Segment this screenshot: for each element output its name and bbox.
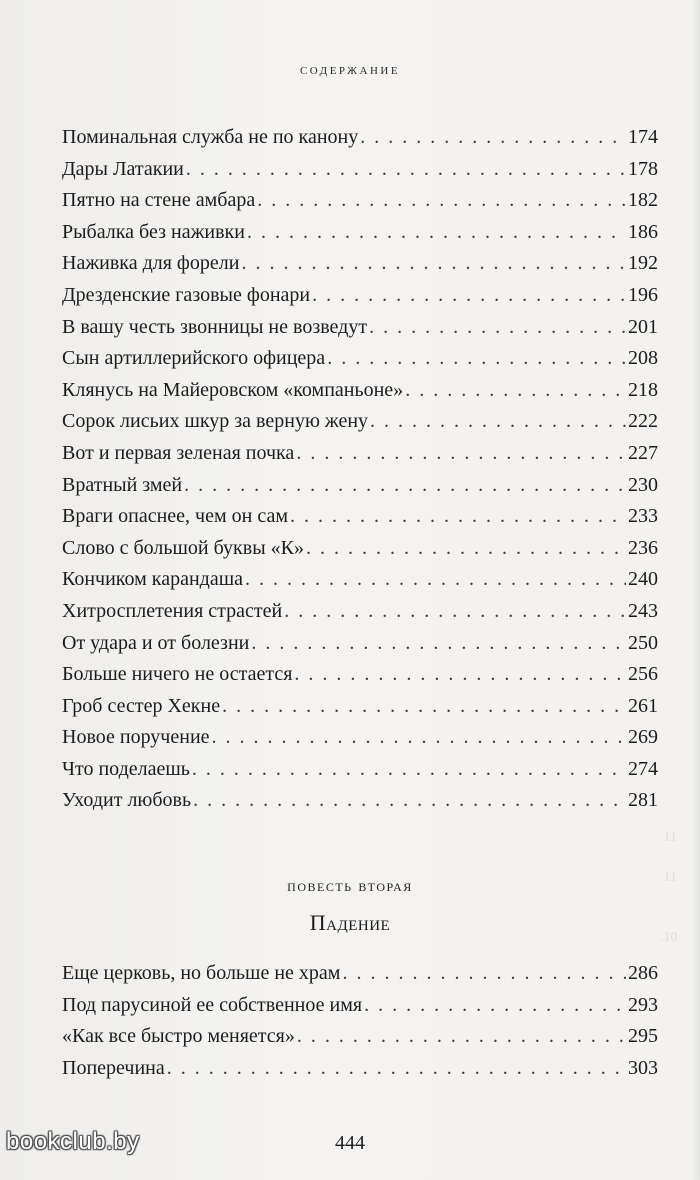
toc-entry	[62, 990, 658, 1022]
toc-entry	[62, 1053, 658, 1085]
bleed-through-text: .11	[660, 830, 677, 845]
dot-leader	[245, 564, 626, 596]
toc-entry	[62, 280, 658, 312]
toc-entry-title: Еще церковь, но больше не храм	[62, 962, 341, 984]
toc-entry	[62, 375, 658, 407]
toc-entry	[62, 785, 658, 817]
page-number: 444	[335, 1132, 365, 1154]
dot-leader	[212, 722, 626, 754]
toc-entry-page: 192	[628, 252, 658, 275]
toc-entry-page: 186	[628, 220, 658, 243]
toc-entry-page: 196	[628, 283, 658, 306]
toc-entry	[62, 958, 658, 990]
toc-entry	[62, 248, 658, 280]
toc-entry-page: 295	[628, 1025, 658, 1048]
toc-entry-page: 281	[628, 789, 658, 812]
dot-leader	[294, 659, 626, 691]
dot-leader	[360, 122, 626, 154]
dot-leader	[369, 312, 626, 344]
toc-entry-title: Дары Латакии	[62, 157, 184, 180]
dot-leader	[222, 691, 626, 723]
toc-entry	[62, 185, 658, 217]
page-edge-shadow	[692, 0, 700, 1180]
toc-entry-page: 261	[628, 694, 658, 717]
toc-entry	[62, 438, 658, 470]
toc-entry-title: Поперечина	[62, 1056, 165, 1079]
toc-entry-title: Новое поручение	[62, 726, 210, 749]
toc-entry-title: Вратный змей	[62, 473, 183, 496]
toc-entry-page: 303	[628, 1056, 658, 1079]
dot-leader	[364, 990, 626, 1022]
dot-leader	[193, 785, 626, 817]
part-title: Падение	[309, 910, 391, 935]
toc-entry-page: 256	[628, 663, 658, 686]
toc-entry-title: В вашу честь звонницы не возведут	[62, 315, 368, 338]
toc-entry-title: Кончиком карандаша	[62, 568, 243, 591]
running-header: содержание	[299, 62, 401, 78]
toc-entry	[62, 564, 658, 596]
toc-entry	[62, 154, 658, 186]
toc-entry-page: 182	[628, 189, 658, 212]
toc-entry-page: 286	[628, 962, 658, 984]
toc-entry	[62, 343, 658, 375]
dot-leader	[284, 596, 626, 628]
dot-leader	[184, 470, 626, 502]
part-heading: повесть вторая	[287, 876, 413, 895]
toc-entry-page: 174	[628, 126, 658, 148]
bleed-through-text: .11	[660, 870, 677, 885]
dot-leader	[251, 628, 626, 660]
toc-entry-title: Уходит любовь	[62, 789, 192, 812]
dot-leader	[297, 1021, 626, 1053]
watermark-logo: bookclub.by	[6, 1128, 140, 1155]
toc-entry-page: 236	[628, 536, 658, 559]
toc-entry-page: 178	[628, 157, 658, 180]
toc-entry-title: Рыбалка без наживки	[62, 220, 245, 243]
toc-list-part1	[62, 122, 658, 817]
toc-entry	[62, 596, 658, 628]
toc-entry-title: Клянусь на Майеровском «компаньоне»	[62, 378, 404, 401]
dot-leader	[186, 154, 626, 186]
toc-entry	[62, 122, 658, 154]
toc-entry-page: 233	[628, 505, 658, 528]
toc-entry-title: Пятно на стене амбара	[62, 189, 256, 212]
toc-entry-title: Гроб сестер Хекне	[62, 694, 221, 717]
toc-entry	[62, 628, 658, 660]
toc-entry-page: 240	[628, 568, 658, 591]
dot-leader	[312, 280, 626, 312]
toc-entry-page: 222	[628, 410, 658, 433]
toc-entry-page: 218	[628, 378, 658, 401]
toc-entry-title: От удара и от болезни	[62, 631, 250, 654]
toc-entry-title: «Как все быстро меняется»	[62, 1025, 295, 1048]
toc-entry-title: Поминальная служба не по канону	[62, 126, 359, 148]
toc-entry-page: 227	[628, 441, 658, 464]
toc-entry	[62, 1021, 658, 1053]
toc-entry	[62, 659, 658, 691]
dot-leader	[342, 958, 626, 990]
toc-entry-page: 274	[628, 757, 658, 780]
dot-leader	[405, 375, 626, 407]
toc-entry-title: Что поделаешь	[62, 757, 190, 780]
dot-leader	[167, 1053, 626, 1085]
bleed-through-text: .10	[660, 930, 678, 945]
toc-entry-title: Враги опаснее, чем он сам	[62, 505, 288, 528]
toc-entry-page: 250	[628, 631, 658, 654]
toc-entry	[62, 501, 658, 533]
toc-entry-title: Наживка для форели	[62, 252, 240, 275]
toc-entry	[62, 406, 658, 438]
toc-entry	[62, 217, 658, 249]
toc-entry	[62, 470, 658, 502]
toc-entry	[62, 312, 658, 344]
dot-leader	[327, 343, 626, 375]
dot-leader	[306, 533, 626, 565]
dot-leader	[257, 185, 626, 217]
toc-entry-title: Под парусиной ее собственное имя	[62, 993, 363, 1016]
toc-entry-page: 269	[628, 726, 658, 749]
toc-entry-page: 201	[628, 315, 658, 338]
dot-leader	[192, 754, 626, 786]
toc-entry-page: 243	[628, 599, 658, 622]
toc-entry-title: Слово с большой буквы «К»	[62, 536, 304, 559]
toc-entry-title: Сорок лисьих шкур за верную жену	[62, 410, 369, 433]
toc-entry-page: 208	[628, 347, 658, 370]
dot-leader	[241, 248, 626, 280]
toc-entry-title: Вот и первая зеленая почка	[62, 441, 295, 464]
toc-entry	[62, 754, 658, 786]
dot-leader	[296, 438, 626, 470]
toc-entry-title: Сын артиллерийского офицера	[62, 347, 326, 370]
toc-entry-title: Дрезденские газовые фонари	[62, 283, 311, 306]
dot-leader	[247, 217, 626, 249]
dot-leader	[370, 406, 626, 438]
toc-entry	[62, 533, 658, 565]
toc-entry-title: Хитросплетения страстей	[62, 599, 283, 622]
dot-leader	[290, 501, 626, 533]
toc-entry-title: Больше ничего не остается	[62, 663, 293, 686]
toc-entry	[62, 691, 658, 723]
toc-entry	[62, 722, 658, 754]
toc-list-part2	[62, 958, 658, 1084]
toc-entry-page: 293	[628, 993, 658, 1016]
toc-entry-page: 230	[628, 473, 658, 496]
